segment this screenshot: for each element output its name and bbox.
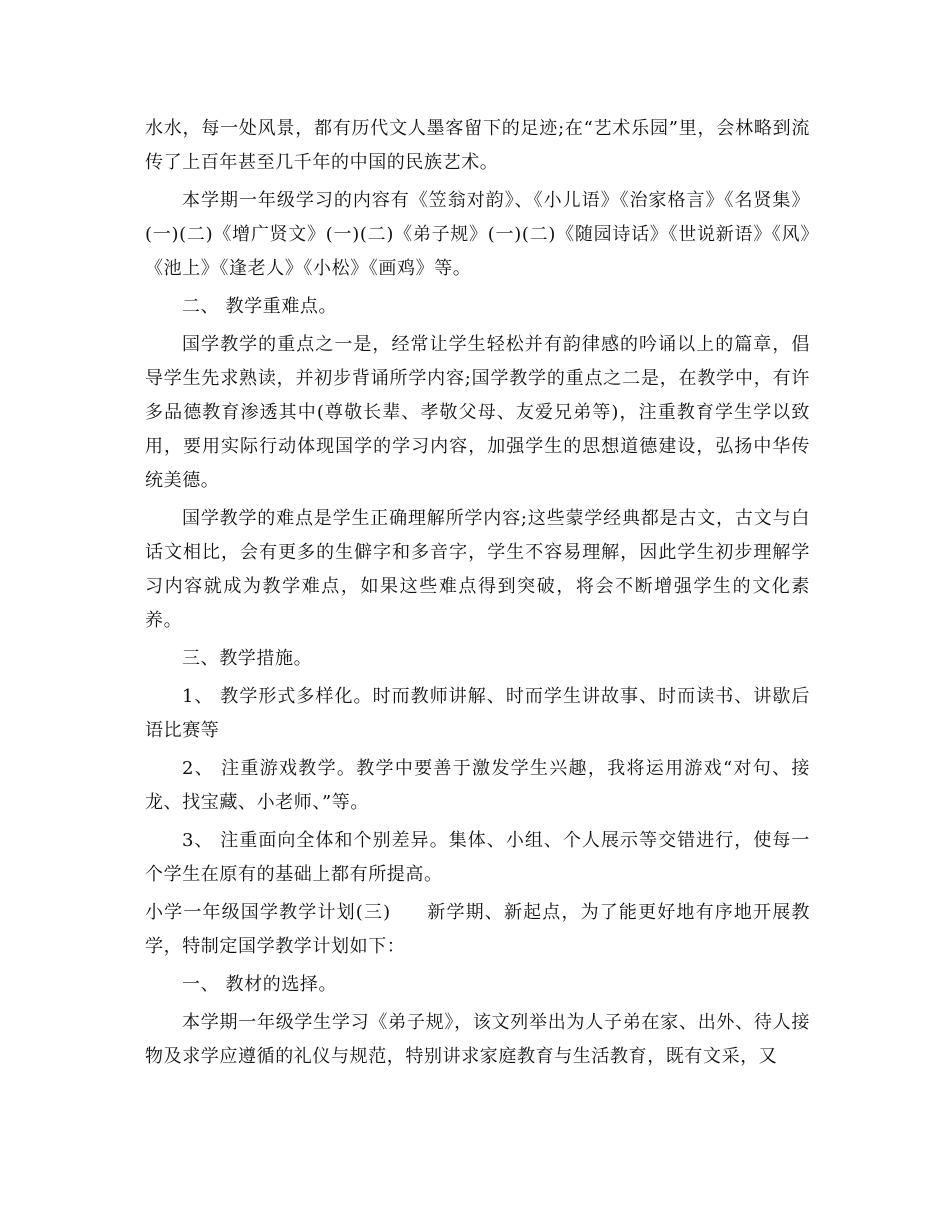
document-body: [145, 112, 810, 1078]
paragraph-difficulties: 国学教学的难点是学生正确理解所学内容;这些蒙学经典都是古文，古文与白话文相比，会有更多的生僻字和多音字，学生不容易理解，因此学生初步理解学习内容就成为教学难点，如果这些难点得到突破，将会不断增强学生的文化素养。: [145, 508, 810, 631]
list-item-measure-1: 1、 教学形式多样化。时而教师讲解、时而学生讲故事、时而读书、讲歇后语比赛等: [145, 686, 810, 741]
section-three-intro: [145, 896, 810, 964]
section-intro-text: 新学期、新起点，为了能更好地有序地开展教学，特制定国学教学计划如下：: [145, 902, 810, 957]
list-item-measure-2: 2、 注重游戏教学。教学中要善于激发学生兴趣，我将运用游戏“对句、接龙、找宝藏、小老师、”等。: [145, 758, 810, 813]
paragraph-course-contents: 本学期一年级学习的内容有《笠翁对韵》、《小儿语》《治家格言》《名贤集》(一)(二)《增广贤文》(一)(二)《弟子规》(一)(二)《随园诗话》《世说新语》《风》《池上》《逢老人》《小松》《画鸡》等。: [145, 190, 810, 279]
heading-teaching-measures: 三、教学措施。: [182, 648, 313, 669]
paragraph-material-description: 本学期一年级学生学习《弟子规》，该文列举出为人子弟在家、出外、待人接物及求学应遵循的礼仪与规范，特别讲求家庭教育与生活教育，既有文采，又: [145, 1012, 810, 1067]
paragraph-continuation: 水水，每一处风景，都有历代文人墨客留下的足迹;在“艺术乐园”里，会林略到流传了上百年甚至几千年的中国的民族艺术。: [145, 118, 810, 173]
section-heading: 小学一年级国学教学计划(三): [145, 902, 391, 923]
heading-material-selection: 一、 教材的选择。: [182, 974, 338, 995]
list-item-measure-3: 3、 注重面向全体和个别差异。集体、小组、个人展示等交错进行，使每一个学生在原有的基础上都有所提高。: [145, 830, 810, 885]
paragraph-key-points: 国学教学的重点之一是，经常让学生轻松并有韵律感的吟诵以上的篇章，倡导学生先求熟读，并初步背诵所学内容;国学教学的重点之二是，在教学中，有许多品德教育渗透其中(尊敬长辈、孝敬父母、友爱兄弟等)，注重教育学生学以致用，要用实际行动体现国学的学习内容，加强学生的思想道德建设，弘扬中华传统美德。: [145, 334, 810, 491]
heading-key-difficulties: 二、 教学重难点。: [182, 296, 338, 317]
